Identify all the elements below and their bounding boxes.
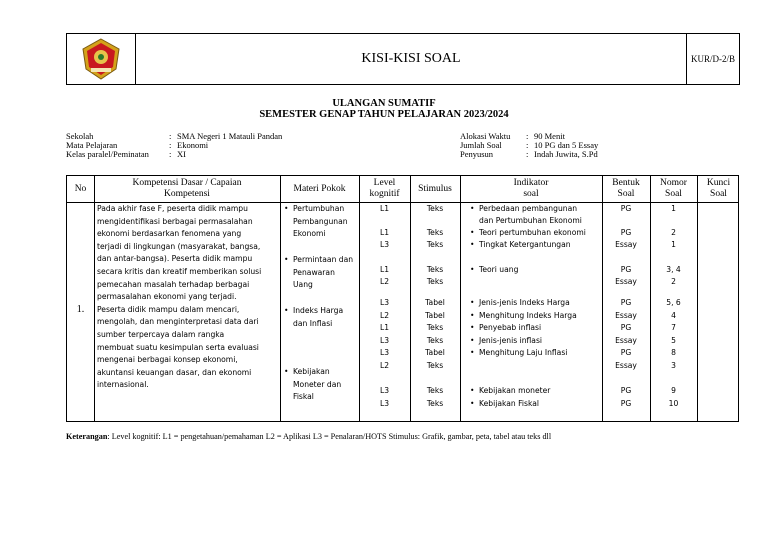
school-logo-cell <box>67 34 136 84</box>
column-divider <box>697 176 698 421</box>
nomor-cell: 8 <box>671 348 676 357</box>
nomor-cell: 7 <box>671 323 676 332</box>
bentuk-cell: PG <box>620 386 632 395</box>
level-cell: L3 <box>379 336 390 345</box>
bentuk-cell: PG <box>620 323 632 332</box>
info-left <box>66 132 282 159</box>
bentuk-cell: PG <box>620 399 632 408</box>
indikator-line: • Perbedaan pembangunan <box>479 204 577 213</box>
kd-line: ekonomi berdasarkan fenomena yang <box>97 229 242 239</box>
document-title: KISI-KISI SOAL <box>361 51 461 66</box>
info-label: Mata Pelajaran <box>66 140 118 150</box>
stimulus-cell: Teks <box>426 399 444 408</box>
indikator-line: • Kebijakan moneter <box>479 386 550 395</box>
row-number: 1. <box>76 304 85 315</box>
level-cell: L2 <box>379 361 390 370</box>
info-row: Mata Pelajaran : Ekonomi <box>66 140 209 150</box>
indikator-line: • Jenis-jenis Indeks Harga <box>479 298 570 307</box>
indikator-line: • Kebijakan Fiskal <box>479 399 539 408</box>
nomor-cell: 5, 6 <box>666 298 681 307</box>
info-label: Sekolah <box>66 131 94 141</box>
stimulus-cell: Teks <box>426 361 444 370</box>
bentuk-cell: Essay <box>615 277 637 286</box>
info-value: 10 PG dan 5 Essay <box>534 140 599 150</box>
level-cell: L1 <box>379 228 390 237</box>
kompetensi-text <box>97 203 307 392</box>
header-indikator: Indikator soal <box>513 178 549 199</box>
header-nomor: Nomor Soal <box>660 178 687 199</box>
stimulus-cell: Teks <box>426 336 444 345</box>
info-label: Penyusun <box>460 149 494 159</box>
document-header <box>66 33 740 85</box>
stimulus-cell: Teks <box>426 386 444 395</box>
column-divider <box>460 176 461 421</box>
bentuk-cell: PG <box>620 298 632 307</box>
level-cell: L1 <box>379 323 390 332</box>
column-divider <box>94 176 95 421</box>
materi-item: • Permintaan dan Penawaran Uang <box>293 254 357 292</box>
exam-title: ULANGAN SUMATIF <box>332 98 436 109</box>
bentuk-cell: Essay <box>615 336 637 345</box>
footer-note <box>66 432 551 441</box>
materi-item: • Pertumbuhan Pembangunan Ekonomi <box>293 203 357 241</box>
bentuk-cell: PG <box>620 348 632 357</box>
stimulus-cell: Tabel <box>425 348 445 357</box>
indikator-line: • Jenis-jenis inflasi <box>479 336 542 345</box>
kd-line: sumber terpercaya dalam rangka <box>97 329 225 339</box>
kd-line: akuntansi keuangan dasar, dan ekonomi <box>97 367 252 377</box>
footer-text: : Level kognitif: L1 = pengetahuan/pemahaman L2 = Aplikasi L3 = Penalaran/HOTS Stimulus: Grafik, gambar, peta, tabel atau teks dll <box>107 432 552 441</box>
kd-line: membuat suatu kesimpulan serta evaluasi <box>97 342 259 352</box>
level-cell: L2 <box>379 311 390 320</box>
kd-line: permasalahan ekonomi yang terjadi. <box>97 292 237 302</box>
header-no: No <box>74 183 87 194</box>
header-kompetensi: Kompetensi Dasar / Capaian Kompetensi <box>132 178 242 199</box>
kd-line: mengenai berbagai konsep ekonomi, <box>97 355 238 365</box>
indikator-line: • Menghitung Laju Inflasi <box>479 348 567 357</box>
stimulus-cell: Teks <box>426 323 444 332</box>
nomor-cell: 4 <box>671 311 676 320</box>
info-label: Kelas paralel/Peminatan <box>66 149 149 159</box>
stimulus-cell: Teks <box>426 228 444 237</box>
bentuk-cell: PG <box>620 265 632 274</box>
kd-line: Pada akhir fase F, peserta didik mampu <box>97 204 248 213</box>
level-cell: L3 <box>379 348 390 357</box>
exam-subtitle: SEMESTER GENAP TAHUN PELAJARAN 2023/2024 <box>259 109 509 120</box>
header-materi: Materi Pokok <box>293 183 346 194</box>
stimulus-cell: Tabel <box>425 311 445 320</box>
bentuk-cell: Essay <box>615 240 637 249</box>
info-value: 90 Menit <box>534 131 565 141</box>
info-right <box>460 132 598 159</box>
nomor-cell: 3 <box>671 361 676 370</box>
document-code: KUR/D-2/B <box>686 34 739 84</box>
stimulus-cell: Tabel <box>425 298 445 307</box>
bentuk-cell: Essay <box>615 361 637 370</box>
materi-item: • Indeks Harga dan Inflasi <box>293 305 357 330</box>
nomor-cell: 1 <box>671 204 676 213</box>
kd-line: Peserta didik mampu dalam mencari, <box>97 304 240 314</box>
footer-label: Keterangan <box>66 432 108 441</box>
header-kunci: Kunci Soal <box>706 178 731 199</box>
info-row: Kelas paralel/Peminatan : XI <box>66 149 186 159</box>
info-row: Penyusun : Indah Juwita, S.Pd <box>460 149 598 159</box>
indikator-line: • Tingkat Ketergantungan <box>479 240 571 249</box>
kd-line: internasional. <box>97 380 149 390</box>
stimulus-cell: Teks <box>426 204 444 213</box>
indikator-line: • Teori pertumbuhan ekonomi <box>479 228 586 237</box>
indikator-line: dan Pertumbuhan Ekonomi <box>479 216 582 225</box>
bentuk-cell: PG <box>620 228 632 237</box>
info-row: Alokasi Waktu : 90 Menit <box>460 131 565 141</box>
materi-item: • Kebijakan Moneter dan Fiskal <box>293 366 357 404</box>
indikator-line: • Menghitung Indeks Harga <box>479 311 577 320</box>
nomor-cell: 3, 4 <box>666 265 681 274</box>
bentuk-cell: PG <box>620 204 632 213</box>
kd-line: dan antar-bangsa). Peserta didik mampu <box>97 254 253 264</box>
nomor-cell: 5 <box>671 336 676 345</box>
level-cell: L1 <box>379 265 390 274</box>
kisi-kisi-table <box>66 175 739 422</box>
info-value: SMA Negeri 1 Matauli Pandan <box>177 131 283 141</box>
stimulus-cell: Teks <box>426 265 444 274</box>
nomor-cell: 10 <box>668 399 679 408</box>
header-level: Level kognitif <box>369 178 400 199</box>
level-cell: L3 <box>379 399 390 408</box>
nomor-cell: 1 <box>671 240 676 249</box>
kd-line: pemecahan masalah terhadap berbagai <box>97 279 250 289</box>
stimulus-cell: Teks <box>426 277 444 286</box>
level-cell: L2 <box>379 277 390 286</box>
header-bentuk: Bentuk Soal <box>612 178 640 199</box>
info-value: Ekonomi <box>177 140 209 150</box>
info-value: Indah Juwita, S.Pd <box>534 149 598 159</box>
level-cell: L3 <box>379 240 390 249</box>
info-label: Alokasi Waktu <box>460 131 511 141</box>
info-row: Jumlah Soal : 10 PG dan 5 Essay <box>460 140 599 150</box>
info-value: XI <box>177 149 186 159</box>
kd-line: mengidentifikasi berbagai permasalahan <box>97 216 253 226</box>
indikator-line: • Penyebab inflasi <box>479 323 541 332</box>
stimulus-cell: Teks <box>426 240 444 249</box>
header-stimulus: Stimulus <box>418 183 452 194</box>
nomor-cell: 9 <box>671 386 676 395</box>
level-cell: L3 <box>379 386 390 395</box>
bentuk-cell: Essay <box>615 311 637 320</box>
nomor-cell: 2 <box>671 277 676 286</box>
indikator-line: • Teori uang <box>479 265 518 274</box>
kd-line: mengolah, dan menginterpretasi data dari <box>97 317 259 327</box>
kd-line: secara kritis dan kreatif memberikan solusi <box>97 266 262 276</box>
nomor-cell: 2 <box>671 228 676 237</box>
kd-line: terjadi di lingkungan (masyarakat, bangsa, <box>97 241 261 251</box>
level-cell: L1 <box>379 204 390 213</box>
info-label: Jumlah Soal <box>460 140 502 150</box>
school-logo-icon <box>79 37 123 81</box>
level-cell: L3 <box>379 298 390 307</box>
info-row: Sekolah : SMA Negeri 1 Matauli Pandan <box>66 131 283 141</box>
